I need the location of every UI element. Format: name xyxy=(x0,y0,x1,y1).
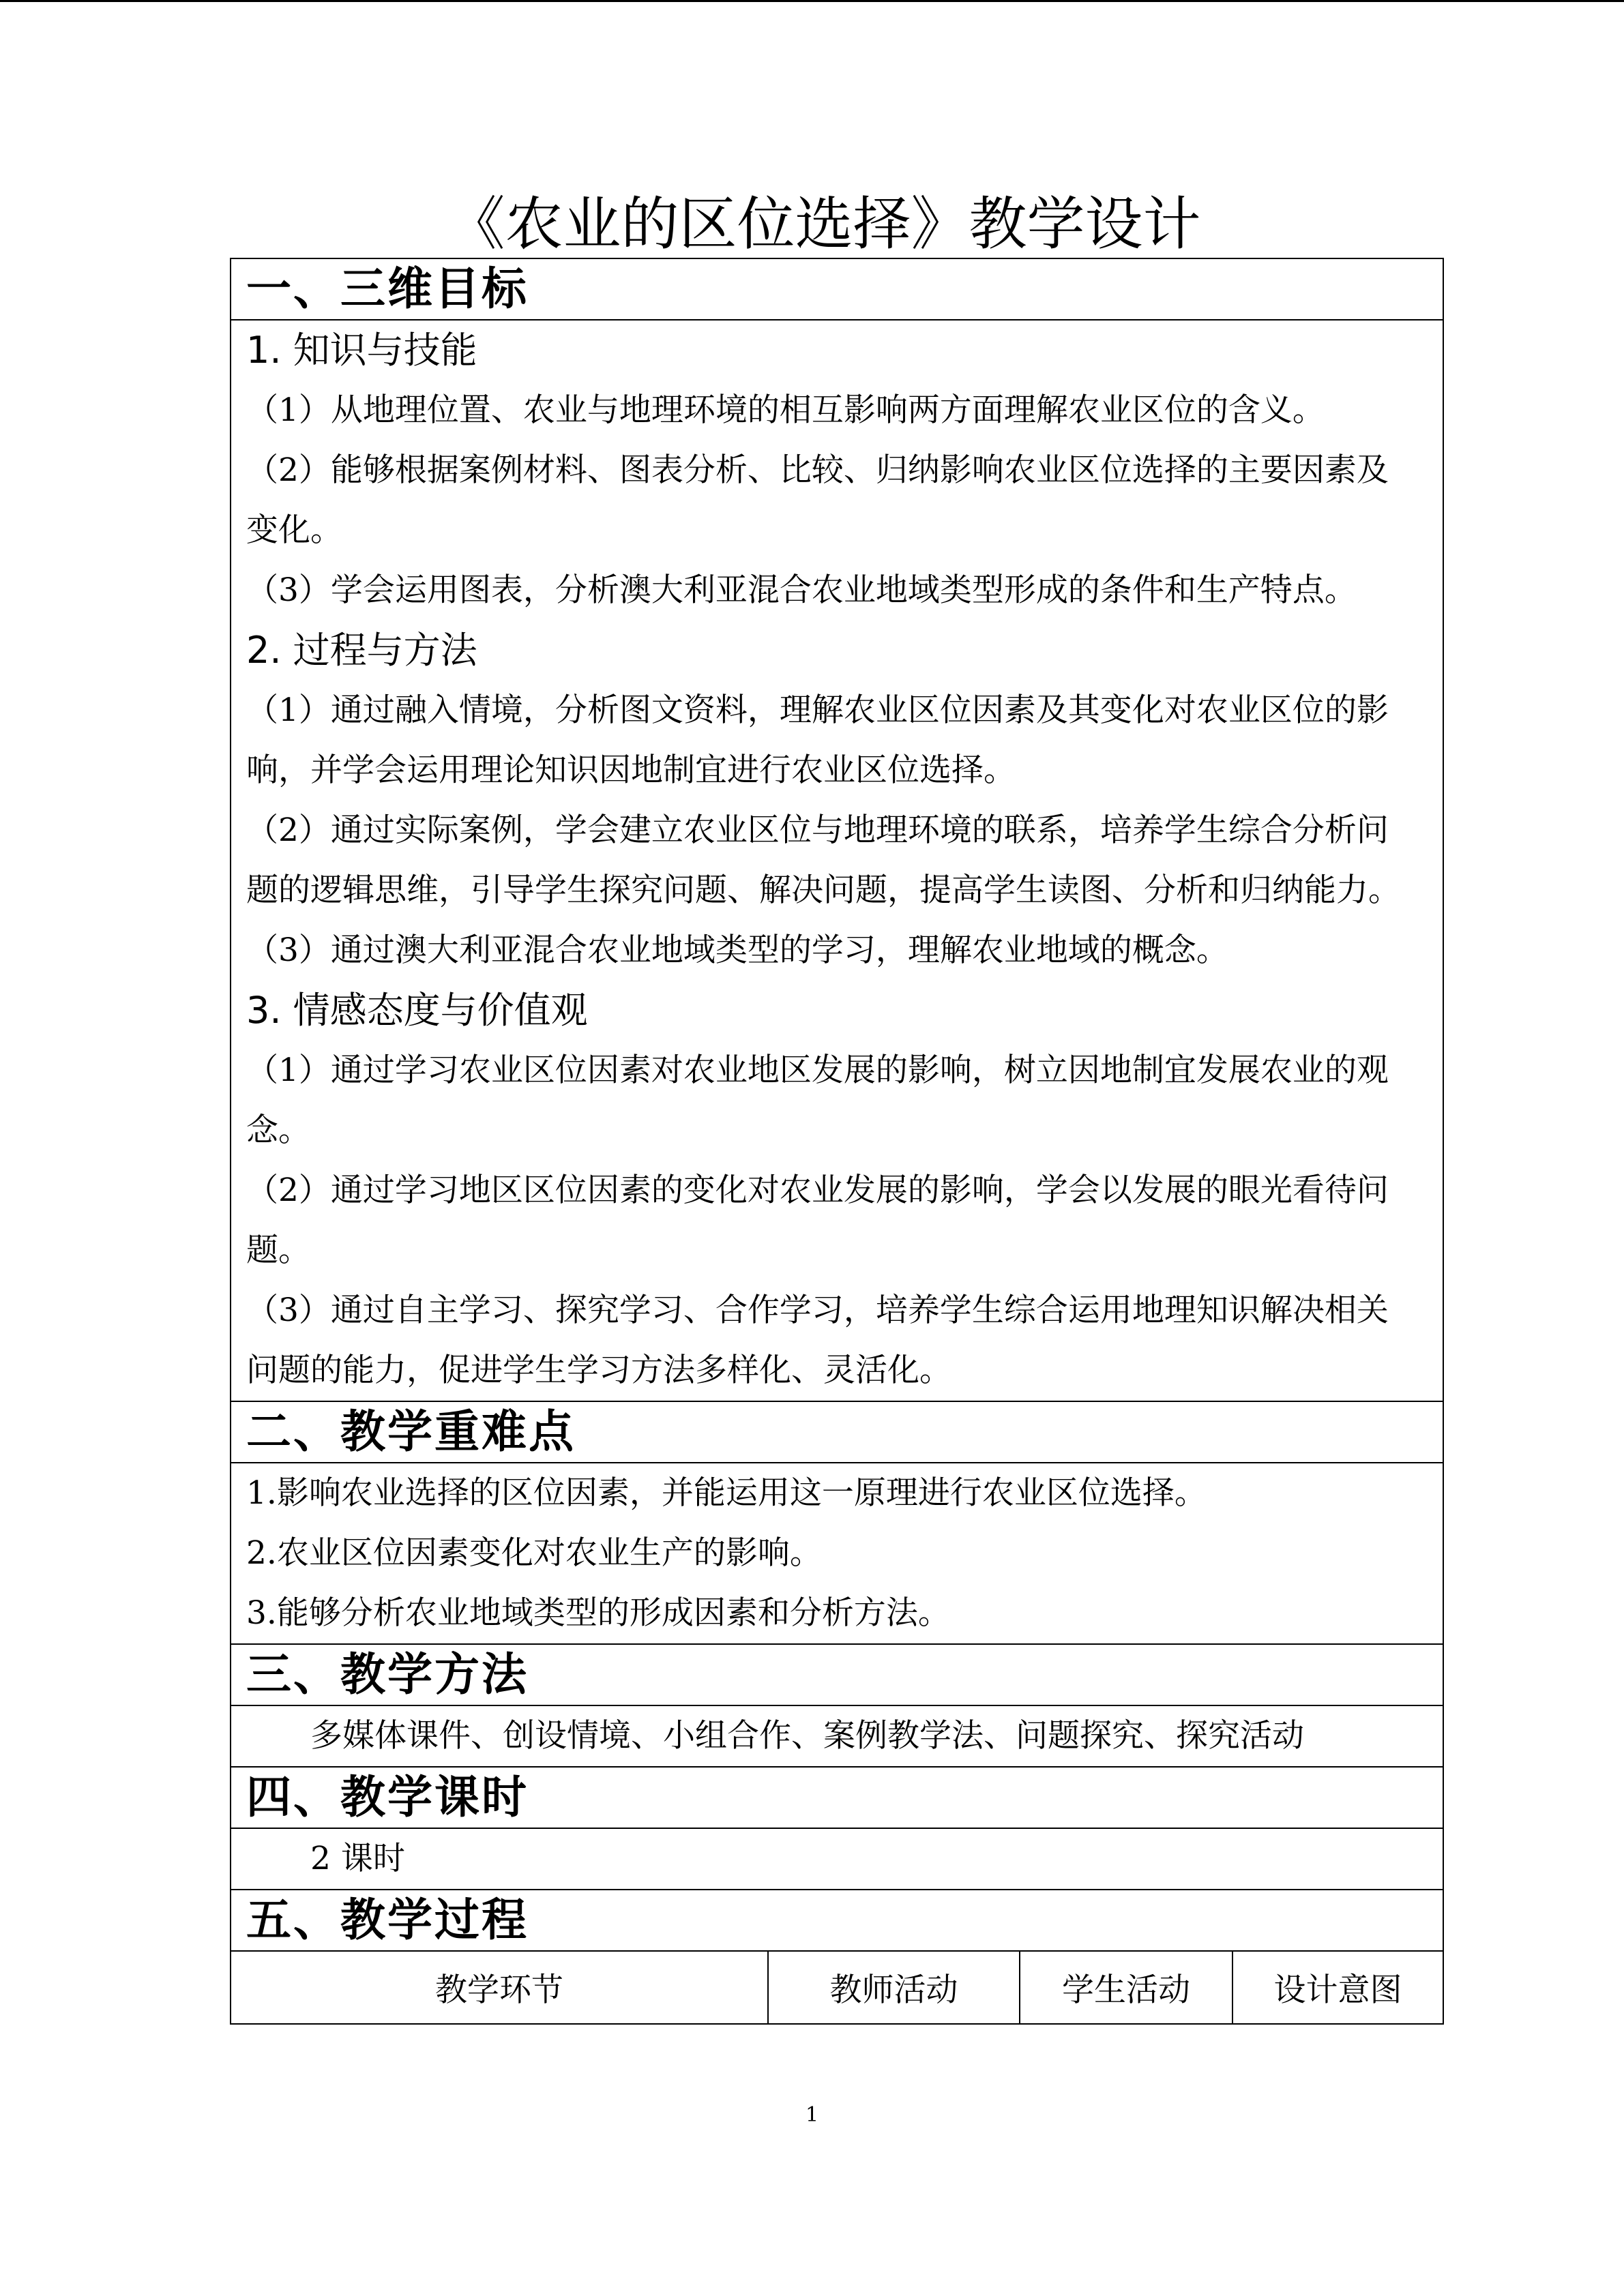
objective-line: 题。 xyxy=(246,1232,310,1269)
subheading-attitude-values: 3. 情感态度与价值观 xyxy=(246,989,588,1032)
methods-content xyxy=(231,1706,1443,1768)
section-heading-methods: 三、教学方法 xyxy=(231,1645,1443,1706)
objective-line: 问题的能力，促进学生学习方法多样化、灵活化。 xyxy=(246,1352,951,1389)
objective-line: （2）通过实际案例，学会建立农业区位与地理环境的联系，培养学生综合分析问 xyxy=(246,811,1389,849)
objective-line: 题的逻辑思维，引导学生探究问题、解决问题，提高学生读图、分析和归纳能力。 xyxy=(246,871,1400,909)
key-points-content xyxy=(231,1463,1443,1645)
class-hours-content xyxy=(231,1829,1443,1890)
objective-line: （3）通过自主学习、探究学习、合作学习，培养学生综合运用地理知识解决相关 xyxy=(246,1292,1389,1329)
page-top-edge xyxy=(0,0,1624,2)
objective-line: 变化。 xyxy=(246,511,342,549)
objective-line: （3）通过澳大利亚混合农业地域类型的学习，理解农业地域的概念。 xyxy=(246,931,1228,969)
key-point-line: 3.能够分析农业地域类型的形成因素和分析方法。 xyxy=(246,1594,950,1632)
section-heading-objectives: 一、三维目标 xyxy=(231,259,1443,320)
subheading-knowledge-skills: 1. 知识与技能 xyxy=(246,329,477,372)
section-heading-class-hours: 四、教学课时 xyxy=(231,1768,1443,1829)
objective-line: （3）学会运用图表，分析澳大利亚混合农业地域类型形成的条件和生产特点。 xyxy=(246,571,1357,609)
column-header-design-intent: 设计意图 xyxy=(1273,1971,1402,2009)
class-hours-text: 2 课时 xyxy=(310,1840,405,1877)
column-header-teaching-stage: 教学环节 xyxy=(231,1952,769,2023)
teaching-process-header-row xyxy=(231,1952,1443,2023)
subheading-process-methods: 2. 过程与方法 xyxy=(246,629,477,672)
column-header-student-activity: 学生活动 xyxy=(1020,1952,1233,2023)
lesson-plan-table xyxy=(230,258,1444,2025)
objective-line: （1）通过学习农业区位因素对农业地区发展的影响，树立因地制宜发展农业的观 xyxy=(246,1052,1389,1089)
objectives-content xyxy=(231,320,1443,1402)
key-point-line: 1.影响农业选择的区位因素，并能运用这一原理进行农业区位选择。 xyxy=(246,1474,1207,1512)
objective-line: 响，并学会运用理论知识因地制宜进行农业区位选择。 xyxy=(246,751,1016,789)
page-number: 1 xyxy=(805,2103,819,2127)
key-point-line: 2.农业区位因素变化对农业生产的影响。 xyxy=(246,1534,822,1572)
objective-line: （2）通过学习地区区位因素的变化对农业发展的影响，学会以发展的眼光看待问 xyxy=(246,1172,1389,1209)
section-heading-key-points: 二、教学重难点 xyxy=(231,1402,1443,1463)
column-header-teacher-activity: 教师活动 xyxy=(769,1952,1020,2023)
objective-line: （2）能够根据案例材料、图表分析、比较、归纳影响农业区位选择的主要因素及 xyxy=(246,451,1389,489)
objective-line: （1）从地理位置、农业与地理环境的相互影响两方面理解农业区位的含义。 xyxy=(246,391,1325,429)
document-title: 《农业的区位选择》教学设计 xyxy=(447,191,1201,258)
section-heading-teaching-process: 五、教学过程 xyxy=(231,1890,1443,1952)
methods-text: 多媒体课件、创设情境、小组合作、案例教学法、问题探究、探究活动 xyxy=(310,1717,1304,1755)
objective-line: （1）通过融入情境，分析图文资料，理解农业区位因素及其变化对农业区位的影 xyxy=(246,691,1389,729)
objective-line: 念。 xyxy=(246,1112,310,1149)
